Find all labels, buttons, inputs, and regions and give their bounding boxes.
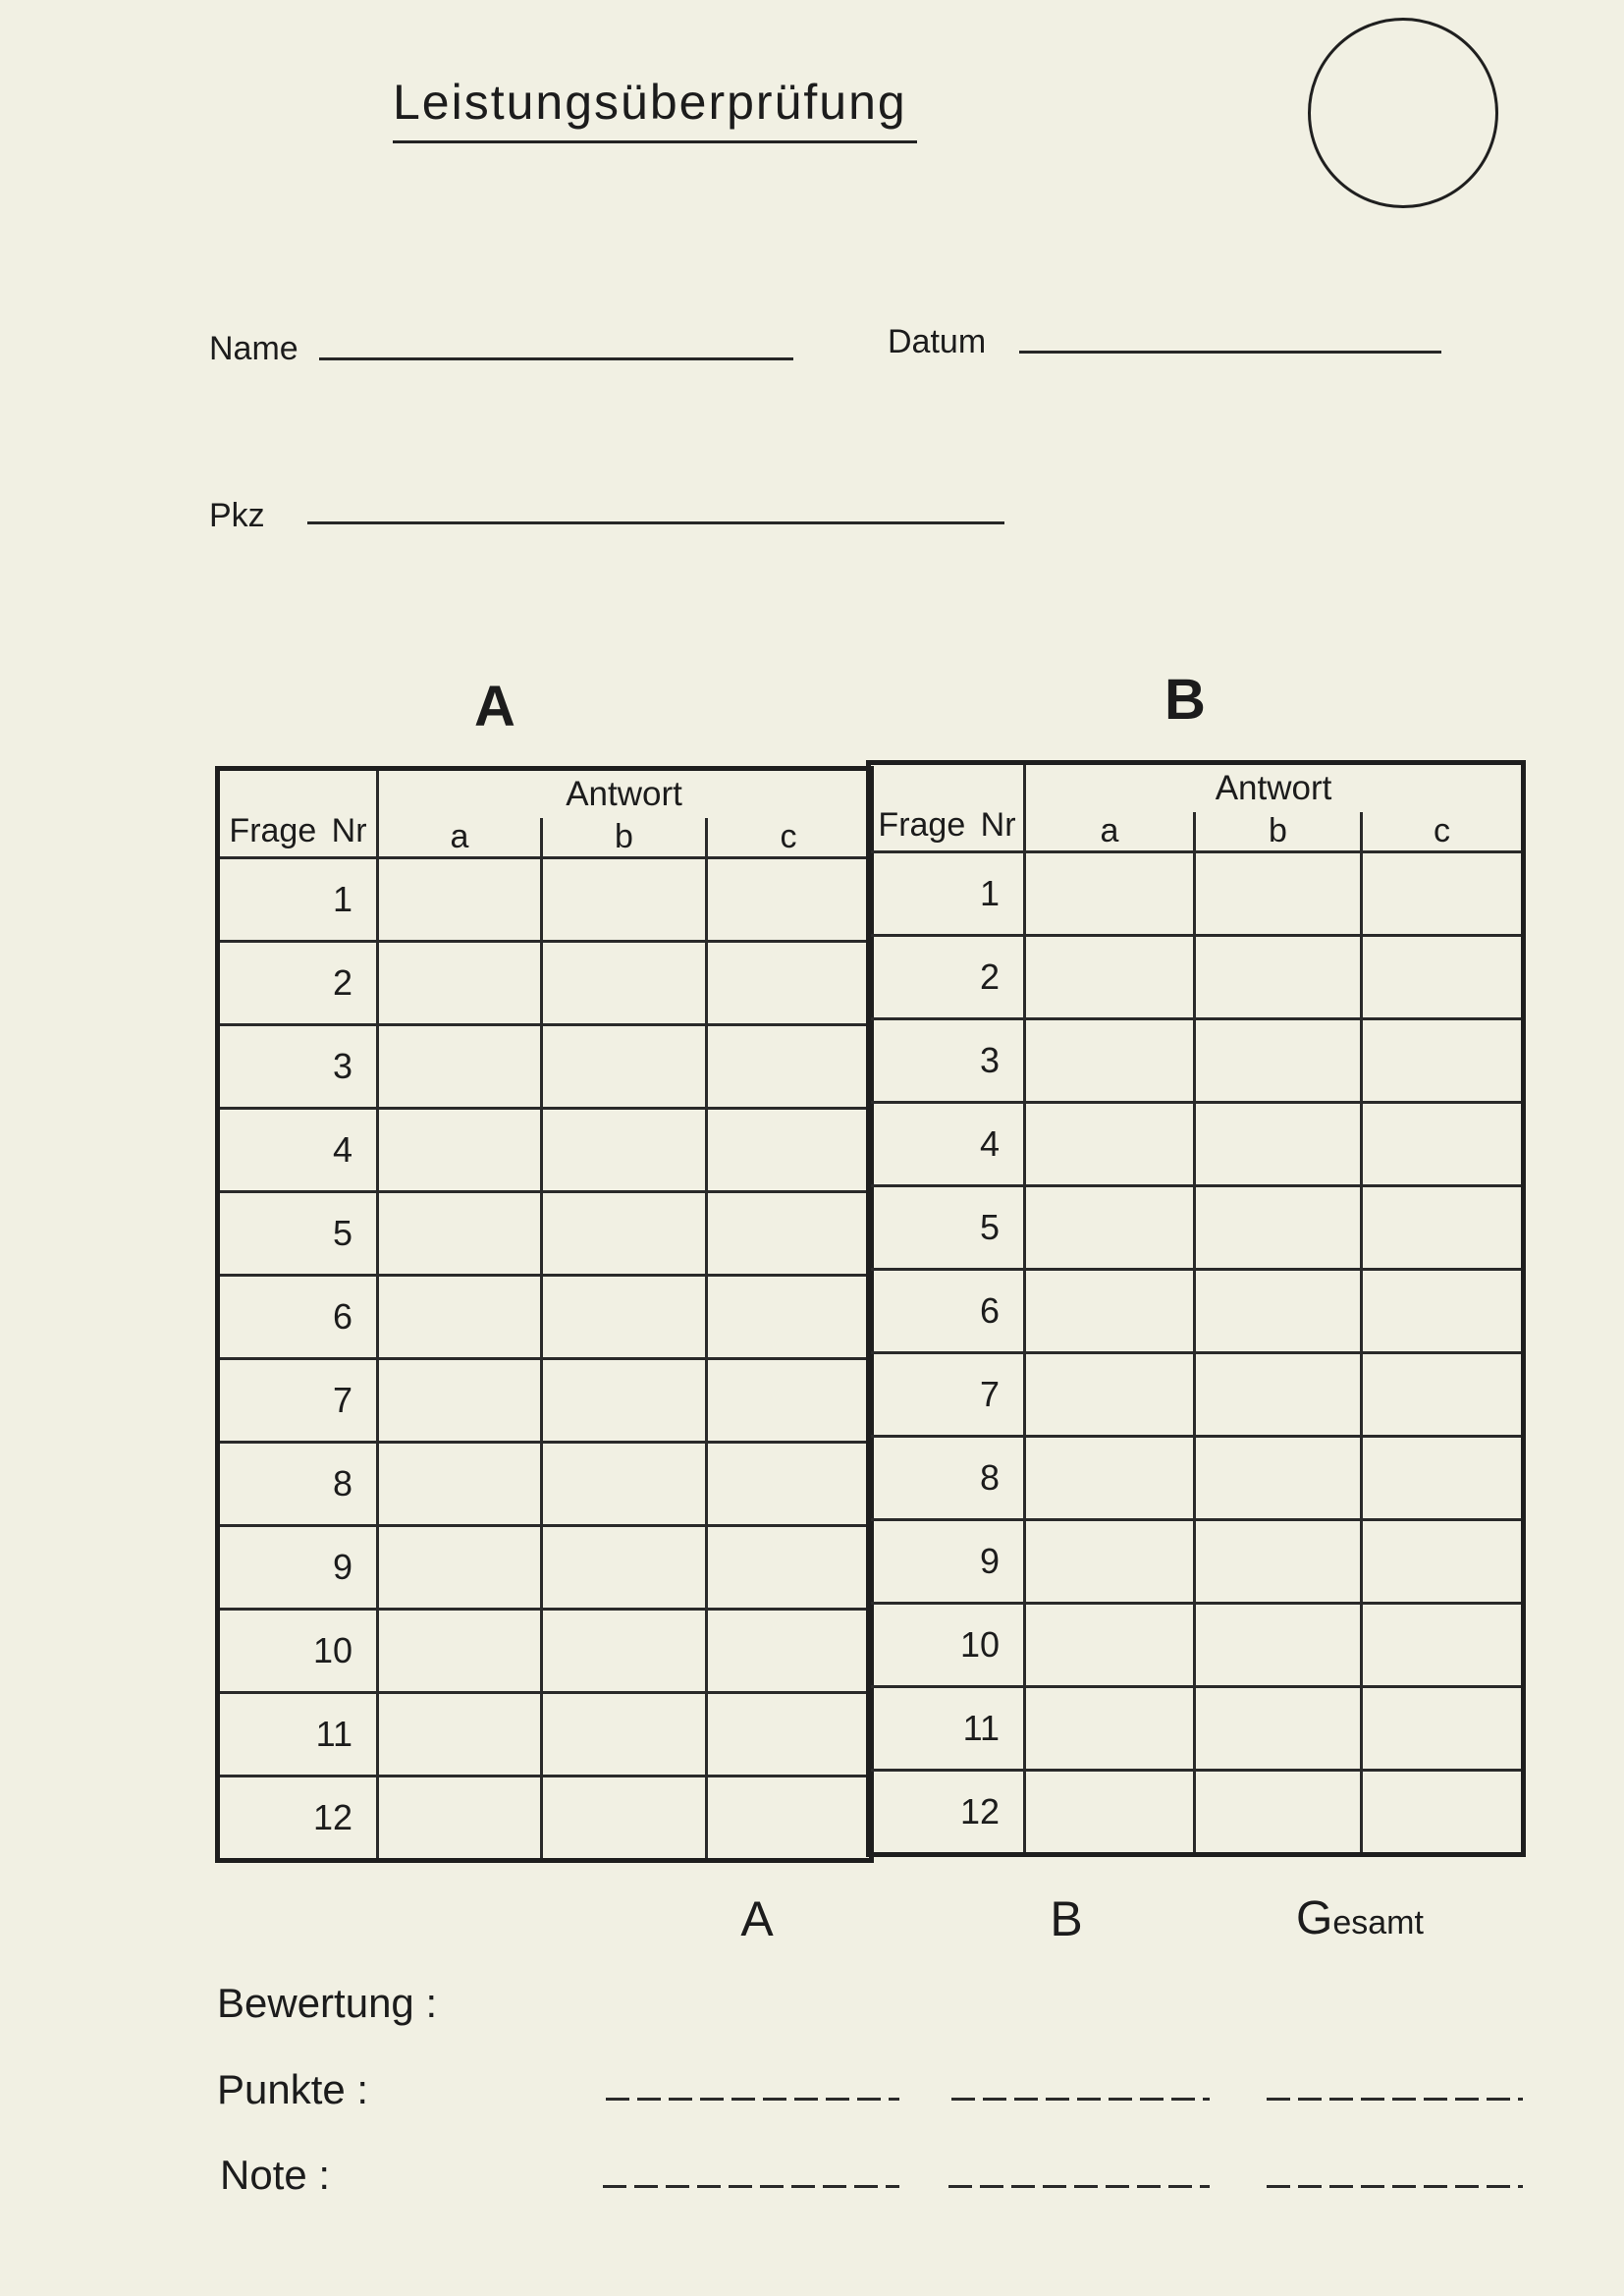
answer-cell-a[interactable]: [378, 1359, 542, 1443]
option-header-b: b: [1195, 812, 1362, 852]
answer-cell-c[interactable]: [707, 1109, 872, 1192]
question-number: 1: [218, 858, 378, 942]
answer-cell-b[interactable]: [542, 942, 707, 1025]
eval-column-gesamt: Gesamt: [1296, 1892, 1424, 1944]
datum-field[interactable]: [1019, 351, 1441, 354]
answer-cell-b[interactable]: [542, 1025, 707, 1109]
name-label: Name: [209, 330, 298, 367]
option-header-a: a: [1025, 812, 1195, 852]
answer-cell-c[interactable]: [707, 1276, 872, 1359]
answer-cell-a[interactable]: [378, 942, 542, 1025]
question-number: 8: [218, 1443, 378, 1526]
note-label: Note :: [220, 2152, 331, 2198]
question-number: 2: [218, 942, 378, 1025]
stamp-circle: [1308, 18, 1498, 208]
table-row: [869, 1353, 1524, 1437]
table-header-row: [218, 769, 872, 819]
eval-column-b: B: [1050, 1891, 1083, 1946]
answer-cell-c[interactable]: [1362, 1019, 1524, 1103]
answer-cell-b[interactable]: [1195, 1270, 1362, 1353]
answer-cell-c[interactable]: [707, 942, 872, 1025]
answer-cell-c[interactable]: [1362, 1604, 1524, 1687]
datum-label: Datum: [888, 323, 987, 360]
table-row: [218, 1025, 872, 1109]
answer-cell-a[interactable]: [378, 858, 542, 942]
answer-cell-c[interactable]: [1362, 1186, 1524, 1270]
question-number: 5: [218, 1192, 378, 1276]
option-header-c: c: [707, 818, 872, 858]
table-row: [869, 1687, 1524, 1771]
answer-cell-b[interactable]: [1195, 1437, 1362, 1520]
answer-cell-c[interactable]: [1362, 936, 1524, 1019]
pkz-label: Pkz: [209, 497, 265, 534]
answer-cell-c[interactable]: [707, 1359, 872, 1443]
question-number: 8: [869, 1437, 1025, 1520]
answer-cell-a[interactable]: [1025, 1687, 1195, 1771]
question-number: 6: [869, 1270, 1025, 1353]
question-number: 7: [869, 1353, 1025, 1437]
answer-cell-b[interactable]: [1195, 1019, 1362, 1103]
answer-cell-c[interactable]: [707, 1443, 872, 1526]
table-row: [218, 1693, 872, 1777]
answer-cell-c[interactable]: [707, 1693, 872, 1777]
answer-cell-c[interactable]: [1362, 1437, 1524, 1520]
answer-cell-b[interactable]: [542, 1359, 707, 1443]
question-number: 10: [218, 1610, 378, 1693]
section-label-b: B: [1164, 668, 1206, 732]
table-row: [869, 1771, 1524, 1855]
answer-cell-b[interactable]: [1195, 852, 1362, 936]
eval-column-a: A: [740, 1891, 774, 1946]
answer-cell-b[interactable]: [542, 1192, 707, 1276]
answer-cell-a[interactable]: [1025, 1771, 1195, 1855]
answer-cell-a[interactable]: [1025, 1604, 1195, 1687]
answer-cell-b[interactable]: [1195, 1353, 1362, 1437]
question-number: 4: [869, 1103, 1025, 1186]
punkte-label: Punkte :: [217, 2066, 369, 2112]
pkz-field[interactable]: [307, 521, 1004, 524]
table-row: [218, 858, 872, 942]
answer-cell-b[interactable]: [1195, 1604, 1362, 1687]
question-number-header: Frage Nr: [218, 769, 378, 858]
answer-cell-b[interactable]: [1195, 1186, 1362, 1270]
answer-cell-a[interactable]: [378, 1443, 542, 1526]
answer-cell-b[interactable]: [1195, 1687, 1362, 1771]
question-number: 4: [218, 1109, 378, 1192]
answer-cell-a[interactable]: [1025, 852, 1195, 936]
answer-cell-c[interactable]: [1362, 1687, 1524, 1771]
table-row: [869, 1019, 1524, 1103]
answer-cell-b[interactable]: [542, 1610, 707, 1693]
bewertung-label: Bewertung :: [217, 1980, 438, 2026]
answer-cell-c[interactable]: [1362, 1270, 1524, 1353]
answer-cell-b[interactable]: [542, 1443, 707, 1526]
punkte-b-field[interactable]: [951, 2098, 1210, 2101]
answer-cell-c[interactable]: [707, 858, 872, 942]
answer-cell-a[interactable]: [378, 1610, 542, 1693]
note-b-field[interactable]: [948, 2185, 1210, 2188]
answer-cell-c[interactable]: [707, 1610, 872, 1693]
answer-cell-a[interactable]: [378, 1109, 542, 1192]
answer-cell-c[interactable]: [1362, 1771, 1524, 1855]
answer-cell-a[interactable]: [1025, 936, 1195, 1019]
page-title: Leistungsüberprüfung: [393, 75, 907, 130]
name-field[interactable]: [319, 357, 793, 360]
answer-header: Antwort: [378, 769, 872, 819]
table-row: [869, 1186, 1524, 1270]
answer-cell-c[interactable]: [1362, 1353, 1524, 1437]
answer-cell-b[interactable]: [542, 1109, 707, 1192]
question-number: 5: [869, 1186, 1025, 1270]
question-number: 3: [869, 1019, 1025, 1103]
answer-cell-a[interactable]: [1025, 1520, 1195, 1604]
answer-cell-b[interactable]: [542, 1276, 707, 1359]
punkte-gesamt-field[interactable]: [1267, 2098, 1523, 2101]
option-header-a: a: [378, 818, 542, 858]
table-row: [218, 1276, 872, 1359]
table-row: [869, 1103, 1524, 1186]
answer-cell-a[interactable]: [1025, 1103, 1195, 1186]
answer-cell-b[interactable]: [542, 858, 707, 942]
question-number: 11: [218, 1693, 378, 1777]
answer-cell-a[interactable]: [378, 1693, 542, 1777]
answer-cell-a[interactable]: [1025, 1186, 1195, 1270]
section-label-a: A: [474, 675, 515, 738]
table-row: [869, 1270, 1524, 1353]
table-row: [869, 1520, 1524, 1604]
question-number: 7: [218, 1359, 378, 1443]
answer-cell-b[interactable]: [1195, 1520, 1362, 1604]
answer-cell-c[interactable]: [707, 1777, 872, 1861]
answer-cell-c[interactable]: [1362, 852, 1524, 936]
table-row: [869, 1437, 1524, 1520]
question-number: 12: [218, 1777, 378, 1861]
answer-cell-a[interactable]: [1025, 1270, 1195, 1353]
punkte-a-field[interactable]: [606, 2098, 899, 2101]
answer-cell-a[interactable]: [378, 1025, 542, 1109]
answer-cell-b[interactable]: [542, 1777, 707, 1861]
table-row: [218, 1109, 872, 1192]
table-row: [869, 936, 1524, 1019]
answer-cell-a[interactable]: [1025, 1437, 1195, 1520]
table-row: [869, 852, 1524, 936]
answer-cell-b[interactable]: [1195, 1771, 1362, 1855]
title-underline: [393, 140, 917, 143]
answer-table-b: [866, 760, 1526, 1857]
option-header-b: b: [542, 818, 707, 858]
answer-cell-b[interactable]: [1195, 936, 1362, 1019]
answer-cell-a[interactable]: [378, 1777, 542, 1861]
table-row: [218, 1443, 872, 1526]
answer-table-a: [215, 766, 874, 1863]
table-row: [218, 1359, 872, 1443]
option-header-c: c: [1362, 812, 1524, 852]
answer-cell-a[interactable]: [1025, 1353, 1195, 1437]
table-header-row: [869, 763, 1524, 813]
answer-cell-c[interactable]: [707, 1192, 872, 1276]
question-number: 9: [869, 1520, 1025, 1604]
table-row: [218, 1777, 872, 1861]
answer-cell-c[interactable]: [707, 1526, 872, 1610]
note-a-field[interactable]: [603, 2185, 899, 2188]
question-number: 12: [869, 1771, 1025, 1855]
table-row: [218, 942, 872, 1025]
answer-cell-a[interactable]: [378, 1526, 542, 1610]
answer-cell-c[interactable]: [707, 1025, 872, 1109]
note-gesamt-field[interactable]: [1267, 2185, 1523, 2188]
question-number-header: Frage Nr: [869, 763, 1025, 852]
question-number: 9: [218, 1526, 378, 1610]
table-row: [218, 1192, 872, 1276]
question-number: 1: [869, 852, 1025, 936]
question-number: 2: [869, 936, 1025, 1019]
answer-cell-b[interactable]: [1195, 1103, 1362, 1186]
answer-cell-c[interactable]: [1362, 1103, 1524, 1186]
answer-cell-a[interactable]: [378, 1276, 542, 1359]
table-row: [218, 1526, 872, 1610]
question-number: 10: [869, 1604, 1025, 1687]
answer-cell-a[interactable]: [1025, 1019, 1195, 1103]
answer-cell-a[interactable]: [378, 1192, 542, 1276]
answer-cell-b[interactable]: [542, 1526, 707, 1610]
question-number: 3: [218, 1025, 378, 1109]
question-number: 6: [218, 1276, 378, 1359]
answer-header: Antwort: [1025, 763, 1524, 813]
answer-cell-b[interactable]: [542, 1693, 707, 1777]
question-number: 11: [869, 1687, 1025, 1771]
answer-cell-c[interactable]: [1362, 1520, 1524, 1604]
table-row: [869, 1604, 1524, 1687]
table-row: [218, 1610, 872, 1693]
